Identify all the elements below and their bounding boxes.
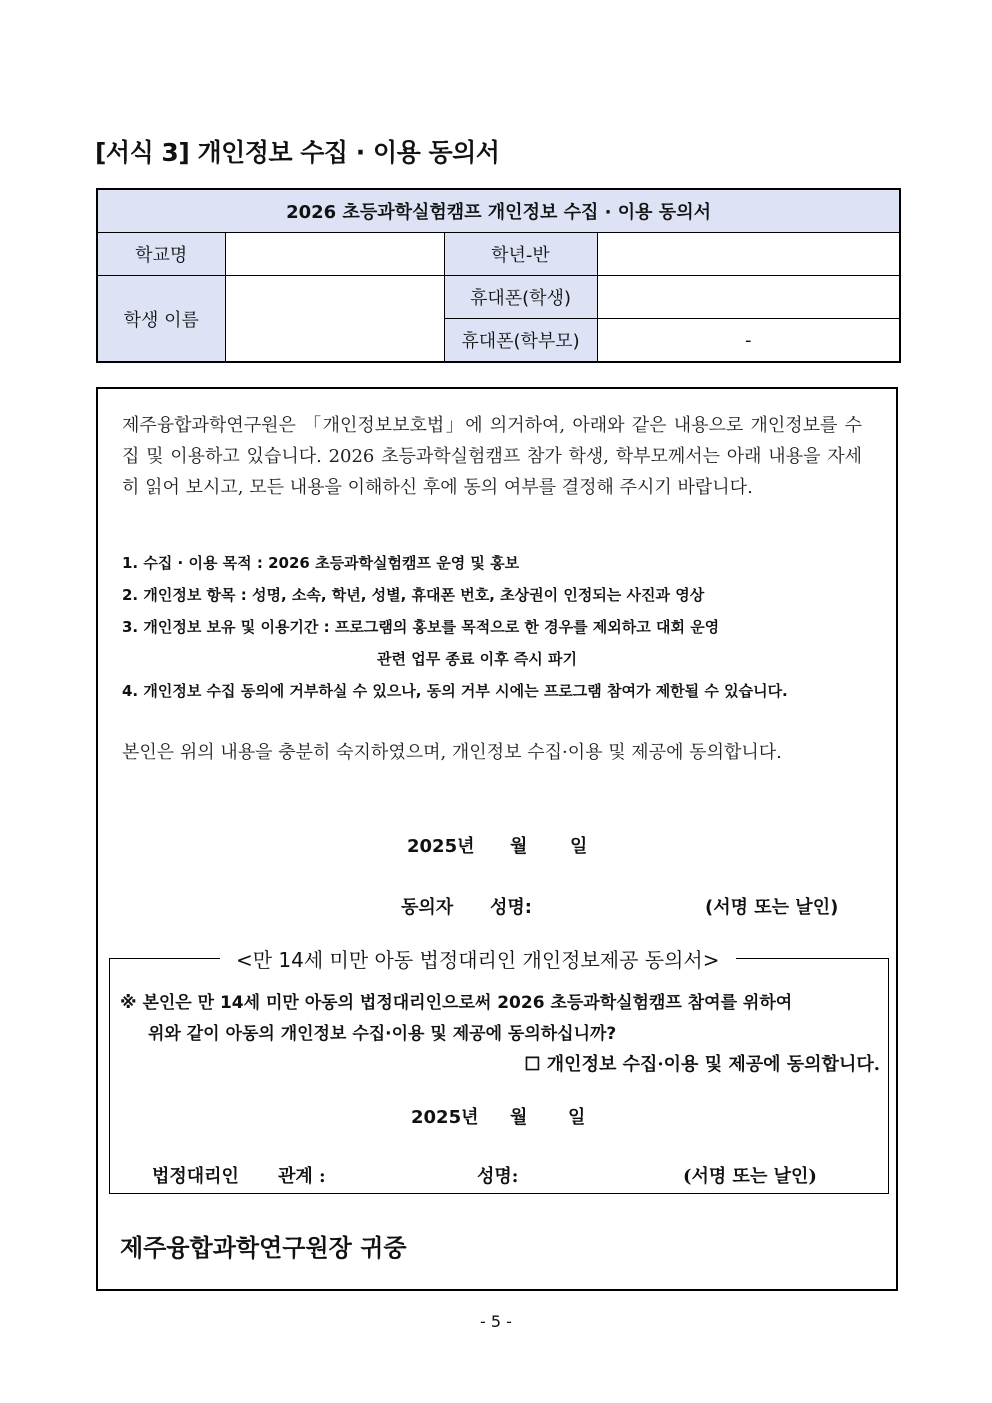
item-fields: 2. 개인정보 항목 : 성명, 소속, 학년, 성별, 휴대폰 번호, 초상권이 인정되는 사진과 영상 [122,586,705,604]
student-name-field[interactable] [225,276,444,363]
student-name-label: 학생 이름 [97,276,225,363]
date-day: 일 [570,836,588,857]
school-label: 학교명 [97,233,225,276]
phone-parent-label: 휴대폰(학부모) [444,319,597,363]
addressee: 제주융합과학연구원장 귀중 [120,1234,407,1262]
consenter-name-label: 성명: [490,897,532,918]
guardian-question [120,988,880,1050]
guardian-date-month: 월 [510,1107,528,1128]
agree-statement: 본인은 위의 내용을 충분히 숙지하였으며, 개인정보 수집·이용 및 제공에 동의합니다. [122,742,782,763]
info-table [96,188,901,363]
grade-field[interactable] [597,233,900,276]
phone-student-field[interactable] [597,276,900,319]
phone-parent-field[interactable]: - [597,319,900,363]
guardian-date-year: 2025년 [411,1107,479,1128]
guardian-seal: (서명 또는 날인) [683,1166,817,1187]
guardian-name-label: 성명: [477,1166,519,1187]
form-label: [서식 3] 개인정보 수집 · 이용 동의서 [95,138,500,167]
checkbox-label: 개인정보 수집·이용 및 제공에 동의합니다. [546,1054,880,1075]
guardian-consent-title: <만 14세 미만 아동 법정대리인 개인정보제공 동의서> [220,944,736,973]
intro-paragraph: 제주융합과학연구원은 「개인정보보호법」에 의거하여, 아래와 같은 내용으로 개인정보를 수집 및 이용하고 있습니다. 2026 초등과학실험캠프 참가 학생, 학부모께서는 아래 내용을 자세히 읽어 보시고, 모든 내용을 이해하신 후에 동의 여부를 결정해 주시기 바랍니다. [122,415,862,498]
guardian-label: 법정대리인 [152,1166,239,1187]
checkbox-icon[interactable]: ☐ [524,1054,541,1075]
date-month: 월 [510,836,528,857]
page-number: - 5 - [480,1312,512,1331]
guardian-agree-option[interactable] [524,1050,880,1076]
guardian-question-line1: ※ 본인은 만 14세 미만 아동의 법정대리인으로써 2026 초등과학실험캠프 참여를 위하여 [120,993,793,1013]
grade-label: 학년-반 [444,233,597,276]
item-retention: 3. 개인정보 보유 및 이용기간 : 프로그램의 홍보를 목적으로 한 경우를 제외하고 대회 운영 [122,618,720,636]
date-year: 2025년 [407,836,475,857]
item-refusal: 4. 개인정보 수집 동의에 거부하실 수 있으나, 동의 거부 시에는 프로그램 참여가 제한될 수 있습니다. [122,682,788,700]
consenter-label: 동의자 [401,897,454,918]
phone-student-label: 휴대폰(학생) [444,276,597,319]
guardian-relation-label: 관계 : [278,1166,326,1187]
item-retention-cont: 관련 업무 종료 이후 즉시 파기 [377,650,577,668]
table-title: 2026 초등과학실험캠프 개인정보 수집 · 이용 동의서 [97,189,900,233]
item-purpose: 1. 수집 · 이용 목적 : 2026 초등과학실험캠프 운영 및 홍보 [122,554,520,572]
consenter-seal: (서명 또는 날인) [705,897,839,918]
guardian-question-line2: 위와 같이 아동의 개인정보 수집·이용 및 제공에 동의하십니까? [148,1024,617,1044]
school-field[interactable] [225,233,444,276]
guardian-date-day: 일 [568,1107,586,1128]
